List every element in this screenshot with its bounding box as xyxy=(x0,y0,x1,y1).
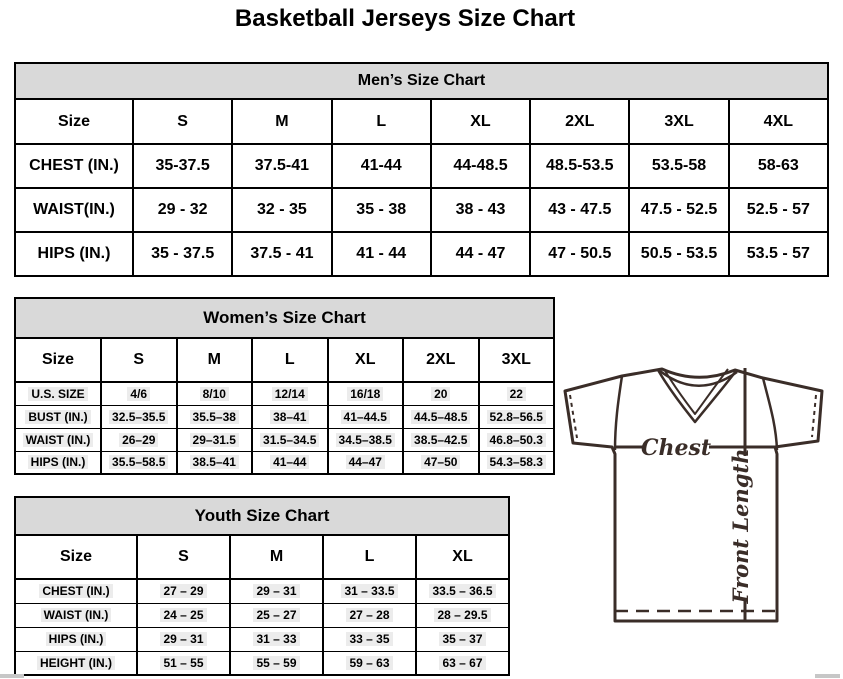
men-column-header: Size xyxy=(15,99,133,144)
youth-row-label: HEIGHT (IN.) xyxy=(15,651,137,675)
men-column-header: XL xyxy=(431,99,530,144)
women-size-cell: 47–50 xyxy=(403,451,479,474)
youth-size-cell: 28 – 29.5 xyxy=(416,603,509,627)
men-size-cell: 41-44 xyxy=(332,144,431,188)
youth-column-header: XL xyxy=(416,535,509,579)
youth-size-cell: 24 – 25 xyxy=(137,603,230,627)
women-size-cell: 12/14 xyxy=(252,382,328,405)
women-size-cell: 38.5–41 xyxy=(177,451,253,474)
horizontal-scrollbar-right-fragment[interactable] xyxy=(815,674,840,678)
youth-size-cell: 29 – 31 xyxy=(137,627,230,651)
youth-column-header: L xyxy=(323,535,416,579)
youth-size-cell: 35 – 37 xyxy=(416,627,509,651)
women-table-title: Women’s Size Chart xyxy=(15,298,554,338)
youth-table-row xyxy=(15,603,509,627)
women-size-cell: 41–44.5 xyxy=(328,405,404,428)
youth-size-cell: 25 – 27 xyxy=(230,603,323,627)
men-size-cell: 38 - 43 xyxy=(431,188,530,232)
women-size-cell: 35.5–38 xyxy=(177,405,253,428)
youth-size-chart-table xyxy=(14,496,510,676)
women-size-cell: 38.5–42.5 xyxy=(403,428,479,451)
women-column-header: 2XL xyxy=(403,338,479,382)
men-size-cell: 35 - 38 xyxy=(332,188,431,232)
men-size-cell: 58-63 xyxy=(729,144,828,188)
men-size-cell: 32 - 35 xyxy=(232,188,331,232)
men-row-label: CHEST (IN.) xyxy=(15,144,133,188)
youth-size-cell: 27 – 29 xyxy=(137,579,230,603)
women-size-cell: 52.8–56.5 xyxy=(479,405,555,428)
men-size-cell: 29 - 32 xyxy=(133,188,232,232)
men-size-cell: 44 - 47 xyxy=(431,232,530,276)
women-table-row xyxy=(15,405,554,428)
youth-size-cell: 31 – 33.5 xyxy=(323,579,416,603)
youth-size-cell: 51 – 55 xyxy=(137,651,230,675)
women-column-header: L xyxy=(252,338,328,382)
women-size-cell: 32.5–35.5 xyxy=(101,405,177,428)
women-table-row xyxy=(15,451,554,474)
youth-size-cell: 63 – 67 xyxy=(416,651,509,675)
front-length-label: Front Length xyxy=(728,448,753,604)
youth-column-header: S xyxy=(137,535,230,579)
women-table-row xyxy=(15,428,554,451)
men-size-cell: 43 - 47.5 xyxy=(530,188,629,232)
men-table-title: Men’s Size Chart xyxy=(15,63,828,99)
women-size-cell: 31.5–34.5 xyxy=(252,428,328,451)
sleeve-seam-right xyxy=(763,378,777,450)
mens-size-chart-table xyxy=(14,62,829,277)
men-table-row xyxy=(15,232,828,276)
women-size-cell: 16/18 xyxy=(328,382,404,405)
men-size-cell: 41 - 44 xyxy=(332,232,431,276)
women-row-label: U.S. SIZE xyxy=(15,382,101,405)
women-size-cell: 20 xyxy=(403,382,479,405)
men-size-cell: 47 - 50.5 xyxy=(530,232,629,276)
youth-size-cell: 31 – 33 xyxy=(230,627,323,651)
men-size-cell: 35 - 37.5 xyxy=(133,232,232,276)
men-column-header: L xyxy=(332,99,431,144)
horizontal-scrollbar-left-fragment[interactable] xyxy=(0,674,24,678)
women-size-cell: 44–47 xyxy=(328,451,404,474)
women-size-cell: 8/10 xyxy=(177,382,253,405)
cuff-stitch-right xyxy=(812,395,816,437)
men-size-cell: 52.5 - 57 xyxy=(729,188,828,232)
men-size-cell: 44-48.5 xyxy=(431,144,530,188)
men-column-header: S xyxy=(133,99,232,144)
women-row-label: HIPS (IN.) xyxy=(15,451,101,474)
men-size-cell: 37.5 - 41 xyxy=(232,232,331,276)
jersey-outline xyxy=(565,369,822,621)
women-size-cell: 54.3–58.3 xyxy=(479,451,555,474)
women-size-cell: 44.5–48.5 xyxy=(403,405,479,428)
men-size-cell: 35-37.5 xyxy=(133,144,232,188)
women-size-cell: 35.5–58.5 xyxy=(101,451,177,474)
youth-table-row xyxy=(15,627,509,651)
youth-size-cell: 59 – 63 xyxy=(323,651,416,675)
youth-size-cell: 33.5 – 36.5 xyxy=(416,579,509,603)
men-table-row xyxy=(15,188,828,232)
women-row-label: WAIST (IN.) xyxy=(15,428,101,451)
men-size-cell: 53.5 - 57 xyxy=(729,232,828,276)
men-size-cell: 48.5-53.5 xyxy=(530,144,629,188)
women-size-cell: 46.8–50.3 xyxy=(479,428,555,451)
women-column-header: XL xyxy=(328,338,404,382)
women-column-header: Size xyxy=(15,338,101,382)
women-size-cell: 34.5–38.5 xyxy=(328,428,404,451)
women-row-label: BUST (IN.) xyxy=(15,405,101,428)
youth-table-title: Youth Size Chart xyxy=(15,497,509,535)
men-size-cell: 37.5-41 xyxy=(232,144,331,188)
chest-label: Chest xyxy=(640,435,712,461)
youth-size-cell: 33 – 35 xyxy=(323,627,416,651)
men-column-header: 4XL xyxy=(729,99,828,144)
youth-row-label: WAIST (IN.) xyxy=(15,603,137,627)
youth-table-row xyxy=(15,579,509,603)
women-column-header: M xyxy=(177,338,253,382)
youth-size-cell: 29 – 31 xyxy=(230,579,323,603)
women-size-cell: 38–41 xyxy=(252,405,328,428)
women-column-header: S xyxy=(101,338,177,382)
women-size-cell: 26–29 xyxy=(101,428,177,451)
youth-column-header: M xyxy=(230,535,323,579)
jersey-measurement-diagram xyxy=(556,364,831,649)
women-column-header: 3XL xyxy=(479,338,555,382)
youth-column-header: Size xyxy=(15,535,137,579)
men-row-label: WAIST(IN.) xyxy=(15,188,133,232)
women-table-row xyxy=(15,382,554,405)
men-column-header: 2XL xyxy=(530,99,629,144)
men-table-row xyxy=(15,144,828,188)
youth-table-row xyxy=(15,651,509,675)
women-size-cell: 41–44 xyxy=(252,451,328,474)
youth-column-header-row xyxy=(15,535,509,579)
youth-row-label: CHEST (IN.) xyxy=(15,579,137,603)
men-row-label: HIPS (IN.) xyxy=(15,232,133,276)
women-size-cell: 22 xyxy=(479,382,555,405)
men-size-cell: 50.5 - 53.5 xyxy=(629,232,728,276)
women-size-cell: 4/6 xyxy=(101,382,177,405)
youth-row-label: HIPS (IN.) xyxy=(15,627,137,651)
page-title: Basketball Jerseys Size Chart xyxy=(234,5,576,32)
women-size-cell: 29–31.5 xyxy=(177,428,253,451)
youth-size-cell: 27 – 28 xyxy=(323,603,416,627)
womens-size-chart-table xyxy=(14,297,555,475)
men-column-header: 3XL xyxy=(629,99,728,144)
women-column-header-row xyxy=(15,338,554,382)
youth-size-cell: 55 – 59 xyxy=(230,651,323,675)
sleeve-seam-left xyxy=(615,376,622,450)
men-size-cell: 53.5-58 xyxy=(629,144,728,188)
men-column-header-row xyxy=(15,99,828,144)
men-column-header: M xyxy=(232,99,331,144)
men-size-cell: 47.5 - 52.5 xyxy=(629,188,728,232)
